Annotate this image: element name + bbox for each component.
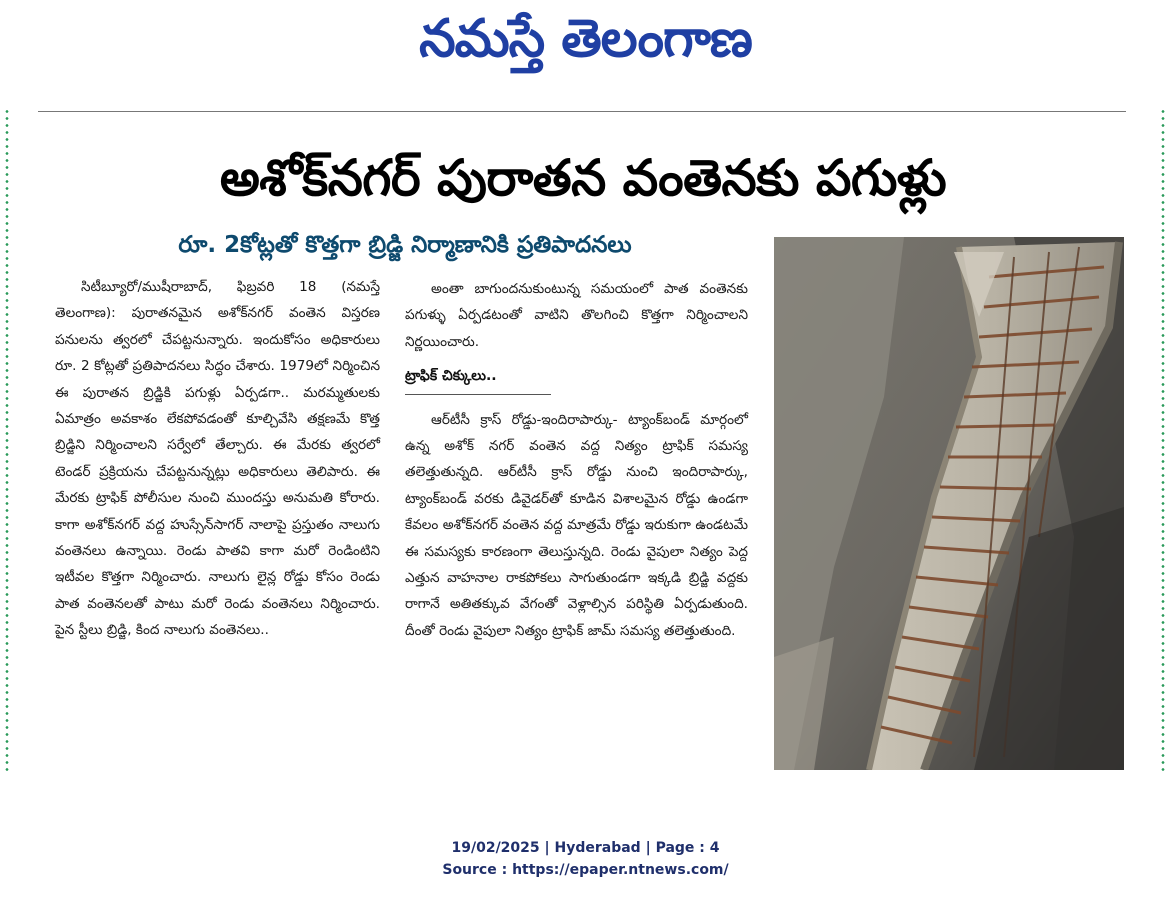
section-heading-traffic: ట్రాఫిక్ చిక్కులు.. <box>405 357 551 394</box>
article-subheadline: రూ. 2కోట్లతో కొత్తగా బ్రిడ్జి నిర్మాణానికి ప్రతిపాదనలు <box>178 232 632 258</box>
left-dotted-border <box>5 108 9 772</box>
right-dotted-border <box>1161 108 1165 772</box>
masthead-logo: నమస్తే తెలంగాణ <box>419 9 752 69</box>
bridge-crack-photo <box>774 237 1124 770</box>
column-1-text: సిటీబ్యూరో/ముషీరాబాద్, ఫిబ్రవరి 18 (నమస్తే తెలంగాణ): పురాతనమైన అశోక్‌నగర్ వంతెన విస్తరణ పనులను త్వరలో చేపట్టనున్నారు. ఇందుకోసం అధికారులు రూ. 2 కోట్లతో ప్రతిపాదనలు సిద్ధం చేశారు. 1979లో నిర్మించిన ఈ పురాతన బ్రిడ్జికి పగుళ్లు ఏర్పడగా.. మరమ్మతులకు ఏమాత్రం అవకాశం లేకపోవడంతో కూల్చివేసి తక్షణమే కొత్త బ్రిడ్జిని నిర్మించాలని సర్వేలో తేల్చారు. ఈ మేరకు త్వరలో టెండర్ ప్రక్రియను చేపట్టనున్నట్లు అధికారులు తెలిపారు. ఈ మేరకు ట్రాఫిక్ పోలీసుల నుంచి ముందస్తు అనుమతి కోరారు. కాగా అశోక్‌నగర్ వద్ద హుస్సేన్‌సాగర్ నాలాపై ప్రస్తుతం నాలుగు వంతెనలు ఉన్నాయి. రెండు పాతవి కాగా మరో రెండింటిని ఇటీవల కొత్తగా నిర్మించారు. నాలుగు లైన్ల రోడ్డు కోసం రెండు పాత వంతెనలతో పాటు మరో రెండు వంతెనలు నిర్మించారు. పైన స్టీలు బ్రిడ్జి, కింద నాలుగు వంతెనలు.. <box>55 279 380 639</box>
article-column-1 <box>55 274 380 644</box>
article-headline: అశోక్‌నగర్ పురాతన వంతెనకు పగుళ్లు <box>219 149 947 207</box>
column-2-paragraph-2: ఆర్‌టీసీ క్రాస్ రోడ్డు-ఇందిరాపార్కు- ట్యాంక్‌బండ్ మార్గంలో ఉన్న అశోక్ నగర్ వంతెన వద్ద నిత్యం ట్రాఫిక్ సమస్య తలెత్తుతున్నది. ఆర్‌టీసీ క్రాస్ రోడ్డు నుంచి ఇందిరాపార్కు, ట్యాంక్‌బండ్ వరకు డివైడర్‌తో కూడిన విశాలమైన రోడ్డు ఉండగా కేవలం అశోక్‌నగర్ వంతెన వద్ద మాత్రమే రోడ్డు ఇరుకుగా ఉండటమే ఈ సమస్యకు కారణంగా తెలుస్తున్నది. రెండు వైపులా నిత్యం పెద్ద ఎత్తున వాహనాల రాకపోకలు సాగుతుండగా ఇక్కడి బ్రిడ్జి వద్దకు రాగానే అతితక్కువ వేగంతో వెళ్లాల్సిన పరిస్థితి ఏర్పడుతుంది. దీంతో రెండు వైపులా నిత్యం ట్రాఫిక్ జామ్ సమస్య తలెత్తుతుంది. <box>405 411 748 639</box>
header-divider <box>38 111 1126 112</box>
column-2-paragraph-1: అంతా బాగుందనుకుంటున్న సమయంలో పాత వంతెనకు పగుళ్ళు ఏర్పడటంతో వాటిని తొలగించి కొత్తగా నిర్మించాలని నిర్ణయించారు. <box>405 281 748 350</box>
footer-date-line: 19/02/2025 | Hyderabad | Page : 4 <box>451 840 720 856</box>
article-column-2 <box>405 276 748 644</box>
footer-source-line: Source : https://epaper.ntnews.com/ <box>442 862 729 878</box>
